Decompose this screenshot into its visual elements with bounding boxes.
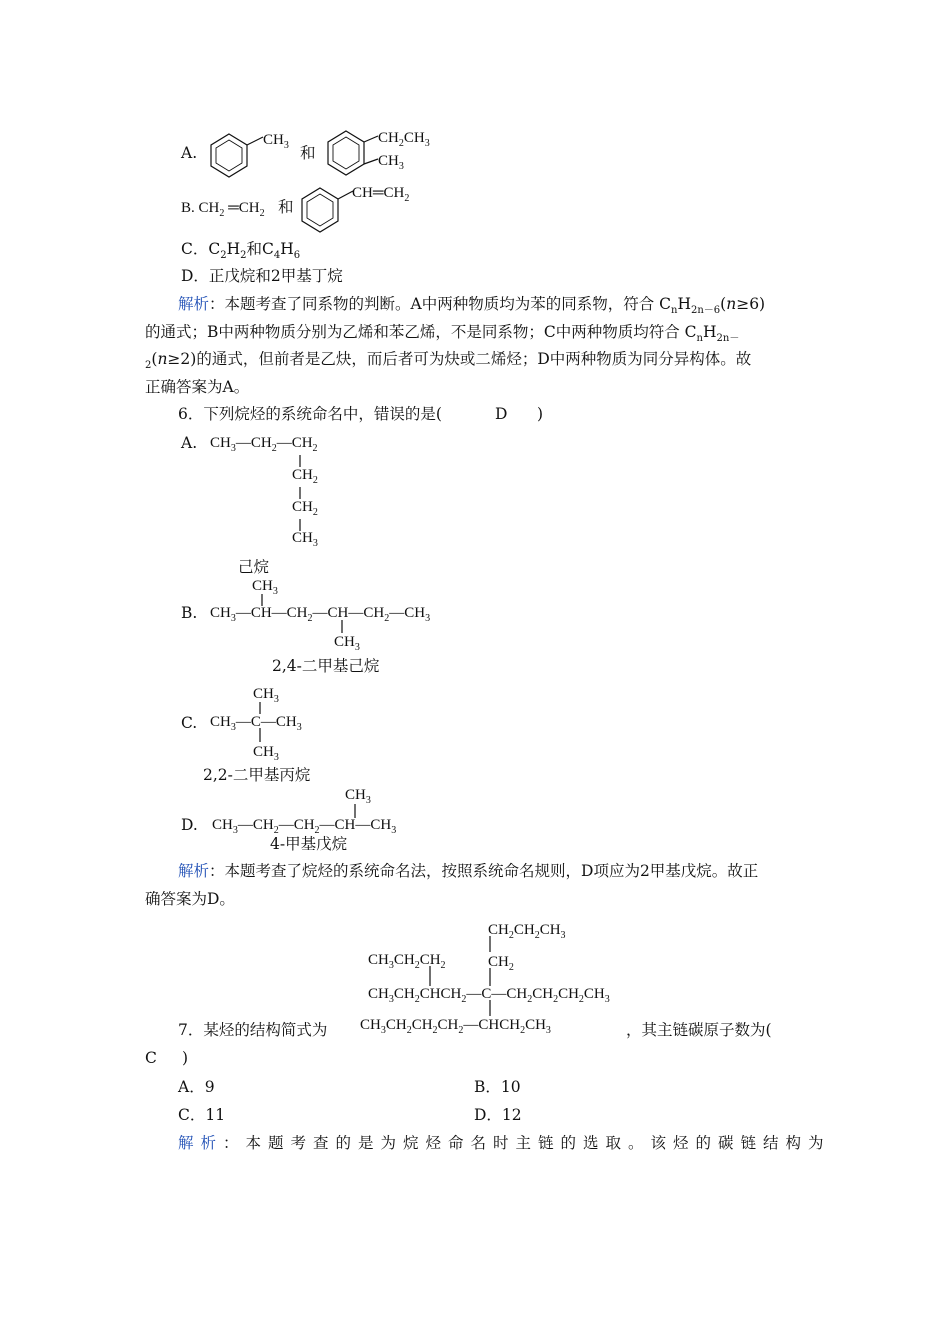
q6-answer: D (495, 405, 508, 423)
q6-b-bottom-methyl: $CH_3$ (334, 634, 360, 653)
q5-a-methyl-substituent: $CH_3$ (378, 153, 404, 172)
q5-a-toluene-substituent: $CH_3$ (263, 132, 289, 151)
q6-option-b-letter: B. (181, 604, 198, 622)
q5-b-vinyl-substituent: $CH═CH_2$ (352, 185, 410, 204)
q5-analysis-line3: $_2$(n≥2)的通式，但前者是乙炔，而后者可为炔或二烯烃；D中两种物质为同分异构体。故 (145, 350, 752, 371)
q7-main-row: $CH_3CH_2CHCH_2—C—CH_2CH_2CH_2CH_3$ (368, 986, 610, 1005)
q7-analysis-line1: 解析：本题考查的是为烷烃命名时主链的选取。该烃的碳链结构为 (178, 1134, 831, 1152)
q6-option-d-letter: D. (181, 816, 198, 834)
q6-stem: 6．下列烷烃的系统命名中，错误的是( (178, 405, 442, 423)
q5-option-c: C．$C_2H_2$和$C_4H_6$ (181, 240, 301, 261)
q6-c-top-methyl: $CH_3$ (253, 686, 279, 705)
q6-option-c-letter: C. (181, 714, 198, 732)
q6-b-main-chain: $CH_3—CH—CH_2—CH—CH_2—CH_3$ (210, 605, 431, 624)
q6-b-name: 2,4-二甲基己烷 (272, 657, 380, 675)
q5-b-and: 和 (278, 198, 294, 216)
q6-analysis-line1: 解析：本题考查了烷烃的系统命名法，按照系统命名规则，D项应为2甲基戊烷。故正 (178, 862, 759, 880)
q7-stem-close: ) (182, 1049, 189, 1067)
q6-option-a-letter: A. (181, 434, 198, 452)
q7-option-d: D．12 (474, 1106, 522, 1124)
q5-a-ethyl-substituent: $CH_2CH_3$ (378, 130, 430, 149)
q6-a-ch2-1: $CH_2$ (292, 467, 318, 486)
q7-option-c: C．11 (178, 1106, 226, 1124)
q5-analysis-line1: 解析：本题考查了同系物的判断。A中两种物质均为苯的同系物，符合 $C_nH_{2n-6}(n\ge 6)$ (178, 295, 766, 316)
q6-analysis-line2: 确答案为D。 (145, 890, 235, 908)
q6-c-bottom-methyl: $CH_3$ (253, 744, 279, 763)
q6-a-main-chain: $CH_3—CH_2—CH_2$ (210, 435, 318, 454)
q6-a-ch2-2: $CH_2$ (292, 499, 318, 518)
q5-option-a-letter: A. (181, 144, 198, 162)
q7-top-propyl: $CH_2CH_2CH_3$ (488, 922, 566, 941)
q6-d-main-chain: $CH_3—CH_2—CH_2—CH—CH_3$ (212, 817, 397, 836)
q7-answer: C (145, 1049, 157, 1067)
q7-stem-post: ，其主链碳原子数为( (626, 1021, 772, 1039)
q5-analysis-line2: 的通式；B中两种物质分别为乙烯和苯乙烯，不是同系物；C中两种物质均符合 $C_nH_{2n-}$ (145, 323, 740, 344)
q6-b-top-methyl: $CH_3$ (252, 578, 278, 597)
q6-d-top-methyl: $CH_3$ (345, 787, 371, 806)
q6-a-ch3: $CH_3$ (292, 530, 318, 549)
q6-c-name: 2,2-二甲基丙烷 (203, 766, 311, 784)
q7-option-a: A．9 (178, 1078, 215, 1096)
q5-option-b-ethylene: B. $CH_2$ $═CH_2$ (181, 200, 265, 219)
q5-a-and: 和 (300, 144, 316, 162)
q7-ch2-link: $CH_2$ (488, 954, 514, 973)
q5-option-d: D．正戊烷和2甲基丁烷 (181, 267, 343, 285)
q7-bottom-row: $CH_3CH_2CH_2CH_2—CHCH_2CH_3$ (360, 1017, 551, 1036)
q7-stem-pre: 7．某烃的结构简式为 (178, 1021, 328, 1039)
q7-option-b: B．10 (474, 1078, 521, 1096)
q7-left-ethyl: $CH_3CH_2CH_2$ (368, 952, 446, 971)
q6-stem-close: ) (537, 405, 544, 423)
q6-a-name: 己烷 (238, 558, 270, 576)
q5-analysis-line4: 正确答案为A。 (145, 378, 250, 396)
q6-d-name: 4-甲基戊烷 (270, 835, 348, 853)
q6-c-main-chain: $CH_3—C—CH_3$ (210, 714, 302, 733)
